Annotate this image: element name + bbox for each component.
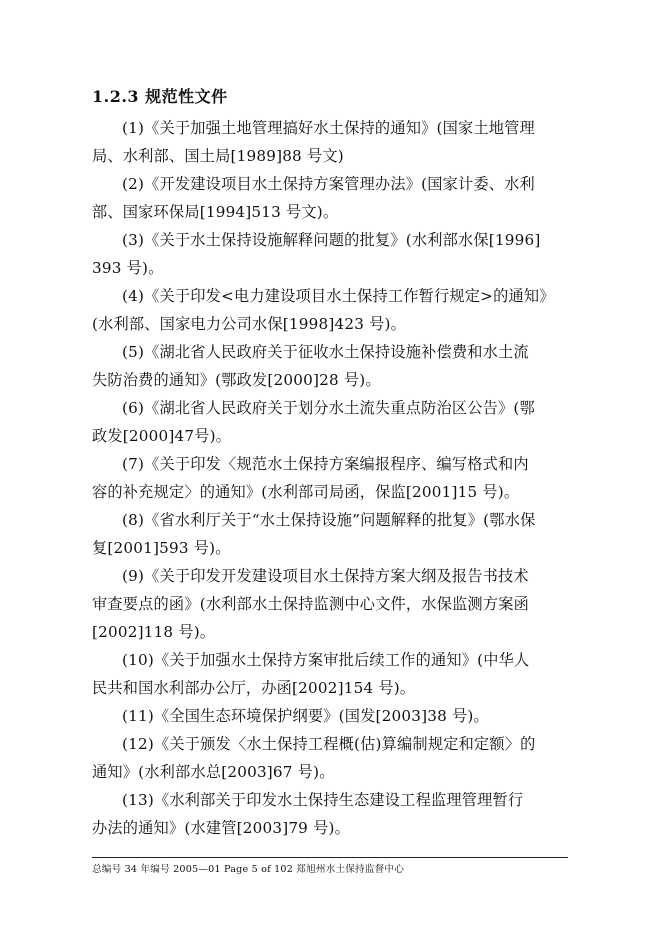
item-13-line-1: (13)《水利部关于印发水土保持生态建设工程监理管理暂行 — [122, 791, 524, 809]
item-6-line-2: 政发[2000]47号)。 — [92, 427, 232, 445]
item-2-line-2: 部、国家环保局[1994]513 号文)。 — [92, 203, 339, 221]
item-4-line-1: (4)《关于印发<电力建设项目水土保持工作暂行规定>的通知》 — [122, 287, 555, 305]
item-5-line-2: 失防治费的通知》(鄂政发[2000]28 号)。 — [92, 371, 381, 389]
item-8-line-1: (8)《省水利厅关于“水土保持设施”问题解释的批复》(鄂水保 — [122, 511, 536, 529]
item-10-line-1: (10)《关于加强水土保持方案审批后续工作的通知》(中华人 — [122, 651, 530, 669]
item-2-line-1: (2)《开发建设项目水土保持方案管理办法》(国家计委、水利 — [122, 175, 535, 193]
item-10-line-2: 民共和国水利部办公厅，办函[2002]154 号)。 — [92, 679, 416, 697]
item-9-line-2: 审查要点的函》(水利部水土保持监测中心文件，水保监测方案函 — [92, 595, 529, 613]
footer-rule — [92, 857, 568, 858]
item-11-line-1: (11)《全国生态环境保护纲要》(国发[2003]38 号)。 — [122, 707, 489, 725]
item-7-line-1: (7)《关于印发〈规范水土保持方案编报程序、编写格式和内 — [122, 455, 529, 473]
item-3-line-2: 393 号)。 — [92, 259, 164, 277]
section-heading: 1.2.3 规范性文件 — [92, 87, 228, 106]
item-1-line-1: (1)《关于加强土地管理搞好水土保持的通知》(国家土地管理 — [122, 119, 535, 137]
item-6-line-1: (6)《湖北省人民政府关于划分水土流失重点防治区公告》(鄂 — [122, 399, 535, 417]
item-4-line-2: (水利部、国家电力公司水保[1998]423 号)。 — [92, 315, 406, 333]
item-3-line-1: (3)《关于水土保持设施解释问题的批复》(水利部水保[1996] — [122, 231, 541, 249]
item-13-line-2: 办法的通知》(水建管[2003]79 号)。 — [92, 819, 350, 837]
item-1-line-2: 局、水利部、国土局[1989]88 号文) — [92, 147, 344, 165]
item-12-line-2: 通知》(水利部水总[2003]67 号)。 — [92, 763, 335, 781]
item-8-line-2: 复[2001]593 号)。 — [92, 539, 231, 557]
item-9-line-3: [2002]118 号)。 — [92, 623, 216, 641]
item-12-line-1: (12)《关于颁发〈水土保持工程概(估)算编制规定和定额〉的 — [122, 735, 536, 753]
item-7-line-2: 容的补充规定〉的通知》(水利部司局函，保监[2001]15 号)。 — [92, 483, 520, 501]
item-5-line-1: (5)《湖北省人民政府关于征收水土保持设施补偿费和水土流 — [122, 343, 529, 361]
item-9-line-1: (9)《关于印发开发建设项目水土保持方案大纲及报告书技术 — [122, 567, 529, 585]
page-footer: 总编号 34 年编号 2005—01 Page 5 of 102 郑旭州水土保持监督中心 — [92, 864, 405, 875]
